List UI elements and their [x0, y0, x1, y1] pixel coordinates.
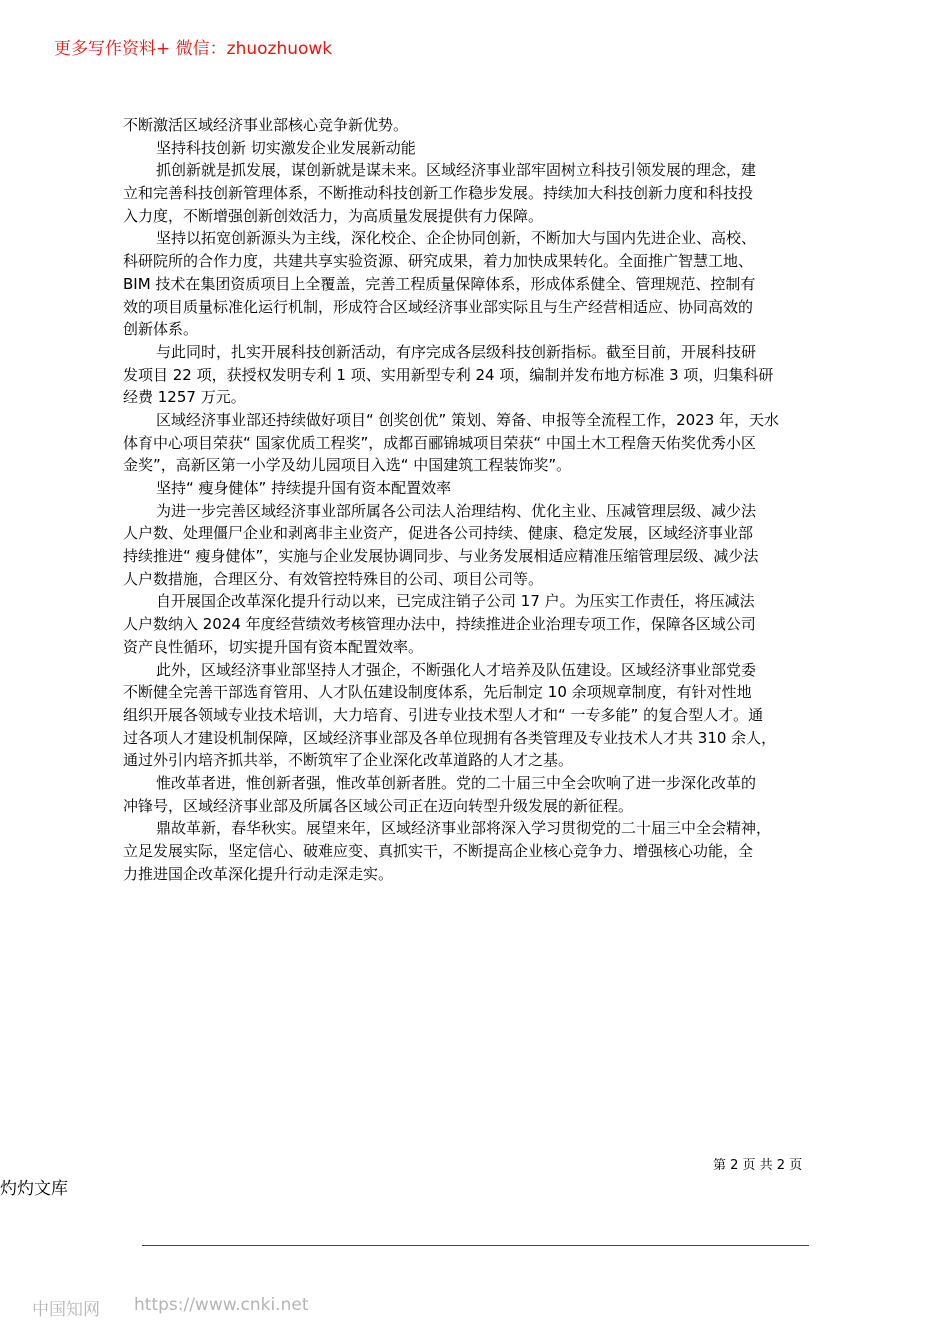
text-line: 此外，区域经济事业部坚持人才强企，不断强化人才培养及队伍建设。区域经济事业部党委 — [156, 660, 757, 679]
text-line: 力推进国企改革深化提升行动走深走实。 — [123, 864, 394, 883]
text-line: 冲锋号，区域经济事业部及所属各区域公司正在迈向转型升级发展的新征程。 — [123, 796, 634, 815]
text-line: 持续推进“ 瘦身健体”，实施与企业发展协调同步、与业务发展相适应精准压缩管理层级、减少法 — [123, 547, 759, 566]
text-line: 经费 1257 万元。 — [123, 388, 246, 407]
text-line: 坚持科技创新 切实激发企业发展新动能 — [156, 138, 416, 157]
source-url: https://www.cnki.net — [134, 1295, 309, 1315]
text-line: 人户数纳入 2024 年度经营绩效考核管理办法中，持续推进企业治理专项工作，保障各区域公司 — [123, 615, 756, 634]
text-line: 体育中心项目荣获“ 国家优质工程奖”，成都百郦锦城项目荣获“ 中国土木工程詹天佑奖优秀小区 — [123, 433, 756, 452]
text-line: 自开展国企改革深化提升行动以来，已完成注销子公司 17 户。为压实工作责任，将压减法 — [156, 592, 755, 611]
text-line: 为进一步完善区域经济事业部所属各公司法人治理结构、优化主业、压减管理层级、减少法 — [156, 501, 757, 520]
text-line: 效的项目质量标准化运行机制，形成符合区域经济事业部实际且与生产经营相适应、协同高效的 — [123, 297, 754, 316]
text-line: 不断健全完善干部选育管用、人才队伍建设制度体系，先后制定 10 余项规章制度，有针对性地 — [123, 683, 752, 702]
text-line: 组织开展各领域专业技术培训，大力培育、引进专业技术型人才和“ 一专多能” 的复合型人才。通 — [123, 705, 764, 724]
text-line: 资产良性循环，切实提升国有资本配置效率。 — [123, 637, 424, 656]
text-line: 通过外引内培齐抓共举，不断筑牢了企业深化改革道路的人才之基。 — [123, 751, 574, 770]
text-line: 创新体系。 — [123, 320, 199, 339]
text-line: 不断激活区域经济事业部核心竞争新优势。 — [123, 116, 409, 134]
text-line: 过各项人才建设机制保障，区域经济事业部及各单位现拥有各类管理及专业技术人才共 310 余人， — [123, 728, 777, 747]
text-line: 与此同时，扎实开展科技创新活动，有序完成各层级科技创新指标。截至目前，开展科技研 — [156, 342, 757, 361]
document-body — [123, 114, 829, 885]
text-line: 立和完善科技创新管理体系，不断推动科技创新工作稳步发展。持续加大科技创新力度和科技投 — [123, 184, 754, 203]
text-line: 入力度，不断增强创新创效活力，为高质量发展提供有力保障。 — [123, 206, 544, 225]
text-line: BIM 技术在集团资质项目上全覆盖，完善工程质量保障体系，形成体系健全、管理规范、控制有 — [123, 274, 756, 293]
text-line: 人户数措施，合理区分、有效管控特殊目的公司、项目公司等。 — [123, 569, 544, 588]
text-line: 坚持“ 瘦身健体” 持续提升国有资本配置效率 — [156, 479, 452, 497]
text-line: 区域经济事业部还持续做好项目“ 创奖创优” 策划、筹备、申报等全流程工作，2023 年，天水 — [156, 410, 780, 429]
text-line: 鼎故革新，春华秋实。展望来年，区域经济事业部将深入学习贯彻党的二十届三中全会精神， — [156, 819, 772, 838]
text-line: 人户数、处理僵尸企业和剥离非主业资产，促进各公司持续、健康、稳定发展，区域经济事业部 — [123, 524, 754, 543]
text-line: 科研院所的合作力度，共建共享实验资源、研究成果，着力加快成果转化。全面推广智慧工地、 — [123, 252, 754, 271]
text-line: 抓创新就是抓发展，谋创新就是谋未来。区域经济事业部牢固树立科技引领发展的理念，建 — [156, 161, 757, 180]
text-line: 发项目 22 项，获授权发明专利 1 项、实用新型专利 24 项，编制并发布地方标准 3 项，归集科研 — [123, 365, 774, 384]
source-logo: 中国知网 — [32, 1300, 100, 1320]
text-line: 金奖”，高新区第一小学及幼儿园项目入选“ 中国建筑工程装饰奖”。 — [123, 456, 572, 475]
brand-label: 灼灼文库 — [0, 1179, 68, 1199]
text-line: 立足发展实际，坚定信心、破难应变、真抓实干，不断提高企业核心竞争力、增强核心功能，全 — [123, 842, 754, 860]
page-number: 第 2 页 共 2 页 — [713, 1158, 803, 1173]
text-line: 惟改革者进，惟创新者强，惟改革创新者胜。党的二十届三中全会吹响了进一步深化改革的 — [156, 773, 757, 792]
text-line: 坚持以拓宽创新源头为主线，深化校企、企企协同创新，不断加大与国内先进企业、高校、 — [156, 229, 757, 248]
promo-banner: 更多写作资料+ 微信：zhuozhuowk — [54, 39, 333, 59]
footer-divider — [142, 1245, 809, 1246]
